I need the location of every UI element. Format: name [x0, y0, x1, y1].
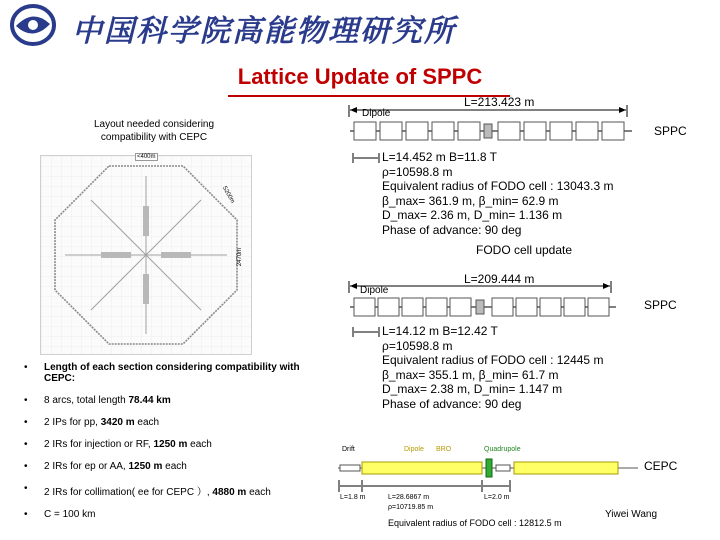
sppc2-sub-arrow [352, 324, 380, 334]
plot-top-label: <400m [137, 154, 156, 160]
bullet-text: 2 IRs for injection or RF, [44, 439, 154, 450]
institute-name: 中国科学院高能物理研究所 [72, 14, 456, 49]
layout-caption: Layout needed considering compatibility with CEPC [93, 119, 215, 143]
sppc2-param-line: Phase of advance: 90 deg [382, 396, 522, 411]
bullet-suffix: each [134, 417, 160, 428]
sub-dimension-icon [352, 153, 380, 163]
sppc1-param-line: L=14.452 m B=11.8 T [382, 150, 497, 164]
list-item: • 2 IPs for pp, 3420 m each [24, 417, 160, 428]
bullet-text: Length of each section considering compatibility with CEPC: [44, 362, 300, 384]
cepc-quad-label: Quadrupole [484, 446, 521, 453]
bullet-text: 2 IPs for pp, [44, 417, 101, 428]
cepc-radius: Equivalent radius of FODO cell : 12812.5 m [388, 518, 562, 528]
sppc1-name: SPPC [654, 124, 687, 138]
sppc2-name: SPPC [644, 298, 677, 312]
list-item: • 2 IRs for ep or AA, 1250 m each [24, 461, 187, 472]
sppc2-param-line: Equivalent radius of FODO cell : 12445 m [382, 353, 604, 367]
institute-logo [8, 2, 58, 48]
layout-plot [40, 155, 252, 355]
sppc2-params [382, 324, 642, 411]
list-item: • Length of each section considering compatibility with CEPC: [24, 362, 324, 384]
bullet-text: C = 100 km [44, 509, 96, 520]
cepc-rho: ρ=10719.85 m [388, 504, 434, 511]
cepc-drift-label: Drift [342, 446, 355, 453]
sppc2-lattice-bar [350, 296, 616, 318]
cepc-l-left: L=1.8 m [340, 494, 366, 501]
cepc-l-mid: L=28.6867 m [388, 494, 430, 501]
plot-diag-label: 5200m [220, 185, 236, 205]
sppc1-dipole-label: Dipole [362, 108, 391, 119]
cepc-bend-label: BRO [436, 446, 452, 453]
sppc1-param-line: ρ=10598.8 m [382, 164, 453, 179]
cepc-l-right: L=2.0 m [484, 494, 510, 501]
bullet-suffix: each [162, 461, 187, 472]
sppc1-param-line: D_max= 2.36 m, D_min= 1.136 m [382, 208, 563, 222]
sppc2-length: L=209.444 m [464, 272, 535, 286]
sppc2-dipole-label: Dipole [360, 285, 389, 296]
cepc-lattice-diagram [338, 444, 638, 524]
cepc-dipole-label: Dipole [404, 446, 424, 453]
bullet-suffix: each [187, 439, 212, 450]
sppc2-param-line: L=14.12 m B=12.42 T [382, 324, 498, 338]
sub-dimension-icon [352, 327, 380, 337]
bullet-text: 2 IRs for collimation( ee for CEPC ）, [44, 487, 213, 498]
list-item: • C = 100 km [24, 509, 324, 520]
bullet-text: 2 IRs for ep or AA, [44, 461, 129, 472]
sppc2-magnet-strip [350, 296, 616, 318]
bullet-suffix: each [246, 487, 271, 498]
sppc2-param-line: D_max= 2.38 m, D_min= 1.147 m [382, 382, 563, 396]
bullet-value: 3420 m [100, 417, 135, 428]
section-length-list [24, 362, 324, 531]
sppc1-param-line: β_max= 361.9 m, β_min= 62.9 m [382, 193, 559, 208]
sppc2-param-line: β_max= 355.1 m, β_min= 61.7 m [382, 367, 559, 382]
cepc-name: CEPC [644, 459, 678, 473]
sppc2-param-line: ρ=10598.8 m [382, 338, 453, 353]
sppc1-params [382, 150, 652, 237]
fodo-update-label: FODO cell update [476, 243, 573, 257]
bullet-value: 78.44 km [128, 395, 171, 406]
bullet-text: 8 arcs, total length [44, 395, 129, 406]
list-item: • 2 IRs for injection or RF, 1250 m each [24, 439, 212, 450]
sppc1-sub-arrow [352, 150, 380, 160]
sppc1-lattice-bar [350, 120, 632, 142]
plot-side-label: 2470m [237, 247, 244, 267]
author-name: Yiwei Wang [605, 509, 658, 520]
list-item: • 8 arcs, total length 78.44 km [24, 395, 171, 406]
list-item: • 2 IRs for collimation( ee for CEPC ）, 4880 m each [24, 483, 271, 498]
bullet-value: 1250 m [128, 461, 163, 472]
sppc1-magnet-strip [350, 120, 632, 142]
bullet-value: 4880 m [212, 487, 247, 498]
slide-title: Lattice Update of SPPC [237, 64, 483, 89]
sppc1-param-line: Equivalent radius of FODO cell : 13043.3 m [382, 179, 614, 193]
bullet-value: 1250 m [153, 439, 188, 450]
sppc1-length: L=213.423 m [464, 95, 535, 109]
logo-emblem-icon [8, 2, 58, 48]
ring-layout-diagram [41, 156, 251, 354]
cepc-magnet-strip [338, 456, 638, 496]
sppc1-param-line: Phase of advance: 90 deg [382, 222, 522, 237]
